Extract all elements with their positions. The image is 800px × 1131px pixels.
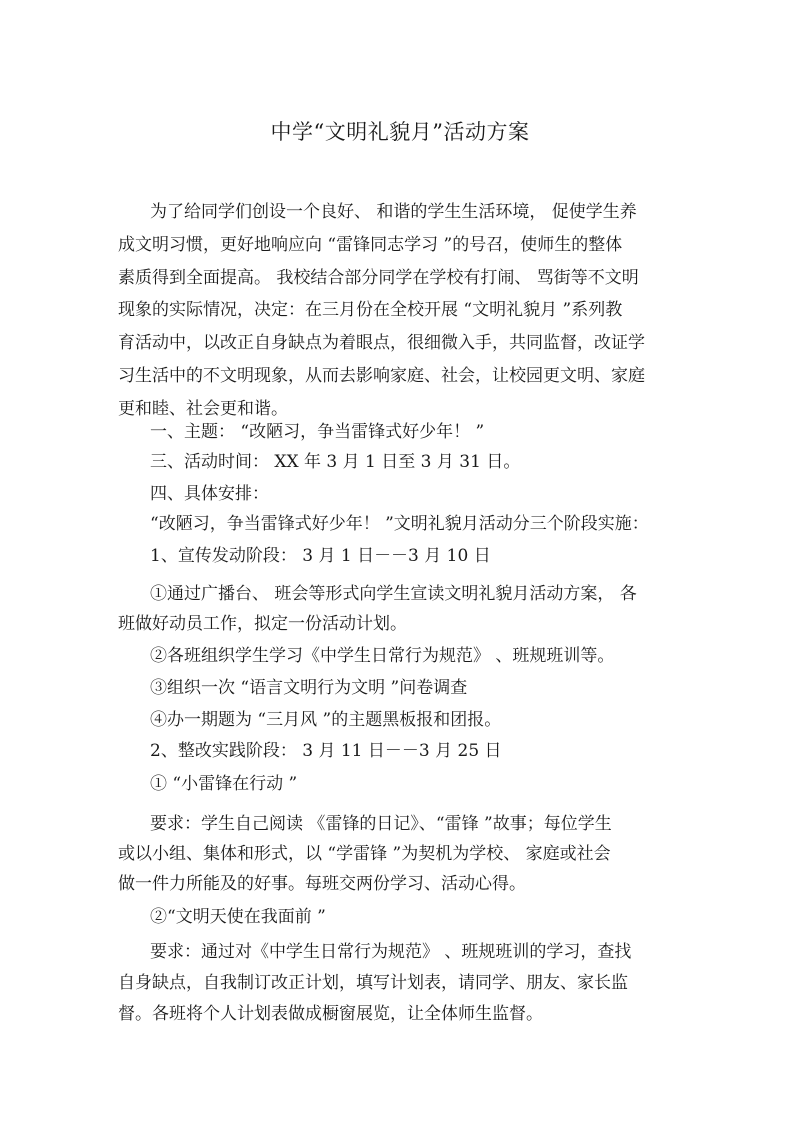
intro-line-3: 素质得到全面提高。 我校结合部分同学在学校有打闹、 骂街等不文明 xyxy=(118,268,639,288)
intro-line-2: 成文明习惯，更好地响应向 “雷锋同志学习 ”的号召，使师生的整体 xyxy=(118,235,623,255)
stage2-heading: 2、整改实践阶段： 3 月 11 日－－3 月 25 日 xyxy=(150,741,502,761)
theme-line: 一、主题： “改陋习，争当雷锋式好少年！ ” xyxy=(150,422,485,442)
arrangement-heading: 四、具体安排： xyxy=(150,484,269,504)
stage1-item2: ②各班组织学生学习《中学生日常行为规范》 、班规班训等。 xyxy=(150,646,615,666)
stage2-item2-title: ②“文明天使在我面前 ” xyxy=(150,907,326,927)
stage2-item1-req-line-1: 要求：学生自己阅读 《雷锋的日记》、“雷锋 ”故事；每位学生 xyxy=(150,814,612,834)
stage2-item1-req-line-3: 做一件力所能及的好事。每班交两份学习、活动心得。 xyxy=(118,874,526,894)
activity-time-line: 三、活动时间： XX 年 3 月 1 日至 3 月 31 日。 xyxy=(150,452,521,472)
stage2-item1-req-line-2: 或以小组、集体和形式，以 “学雷锋 ”为契机为学校、 家庭或社会 xyxy=(118,844,611,864)
document-title: 中学“文明礼貌月”活动方案 xyxy=(270,120,530,144)
stage2-item2-req-line-1: 要求：通过对《中学生日常行为规范》 、班规班训的学习，查找 xyxy=(150,942,632,962)
stage1-item4: ④办一期题为 “三月风 ”的主题黑板报和团报。 xyxy=(150,710,502,730)
stage2-item1-title: ① “小雷锋在行动 ” xyxy=(150,774,298,794)
stage1-item1-line-1: ①通过广播台、 班会等形式向学生宣读文明礼貌月活动方案， 各 xyxy=(150,584,637,604)
intro-line-5: 育活动中，以改正自身缺点为着眼点，很细微入手，共同监督，改证学 xyxy=(118,333,645,353)
arrangement-intro: “改陋习，争当雷锋式好少年！ ”文明礼貌月活动分三个阶段实施： xyxy=(150,514,649,534)
stage1-item1-line-2: 班做好动员工作，拟定一份活动计划。 xyxy=(118,614,407,634)
stage1-heading: 1、宣传发动阶段： 3 月 1 日－－3 月 10 日 xyxy=(150,546,491,566)
intro-line-4: 现象的实际情况，决定：在三月份在全校开展 “文明礼貌月 ”系列教 xyxy=(118,300,623,320)
stage2-item2-req-line-2: 自身缺点，自我制订改正计划，填写计划表，请同学、朋友、家长监 xyxy=(118,973,628,993)
intro-line-7: 更和睦、社会更和谐。 xyxy=(118,399,288,419)
stage2-item2-req-line-3: 督。各班将个人计划表做成橱窗展览，让全体师生监督。 xyxy=(118,1004,543,1024)
intro-line-1: 为了给同学们创设一个良好、 和谐的学生生活环境， 促使学生养 xyxy=(150,202,637,222)
intro-line-6: 习生活中的不文明现象，从而去影响家庭、社会，让校园更文明、家庭 xyxy=(118,366,645,386)
stage1-item3: ③组织一次 “语言文明行为文明 ”问卷调查 xyxy=(150,678,468,698)
